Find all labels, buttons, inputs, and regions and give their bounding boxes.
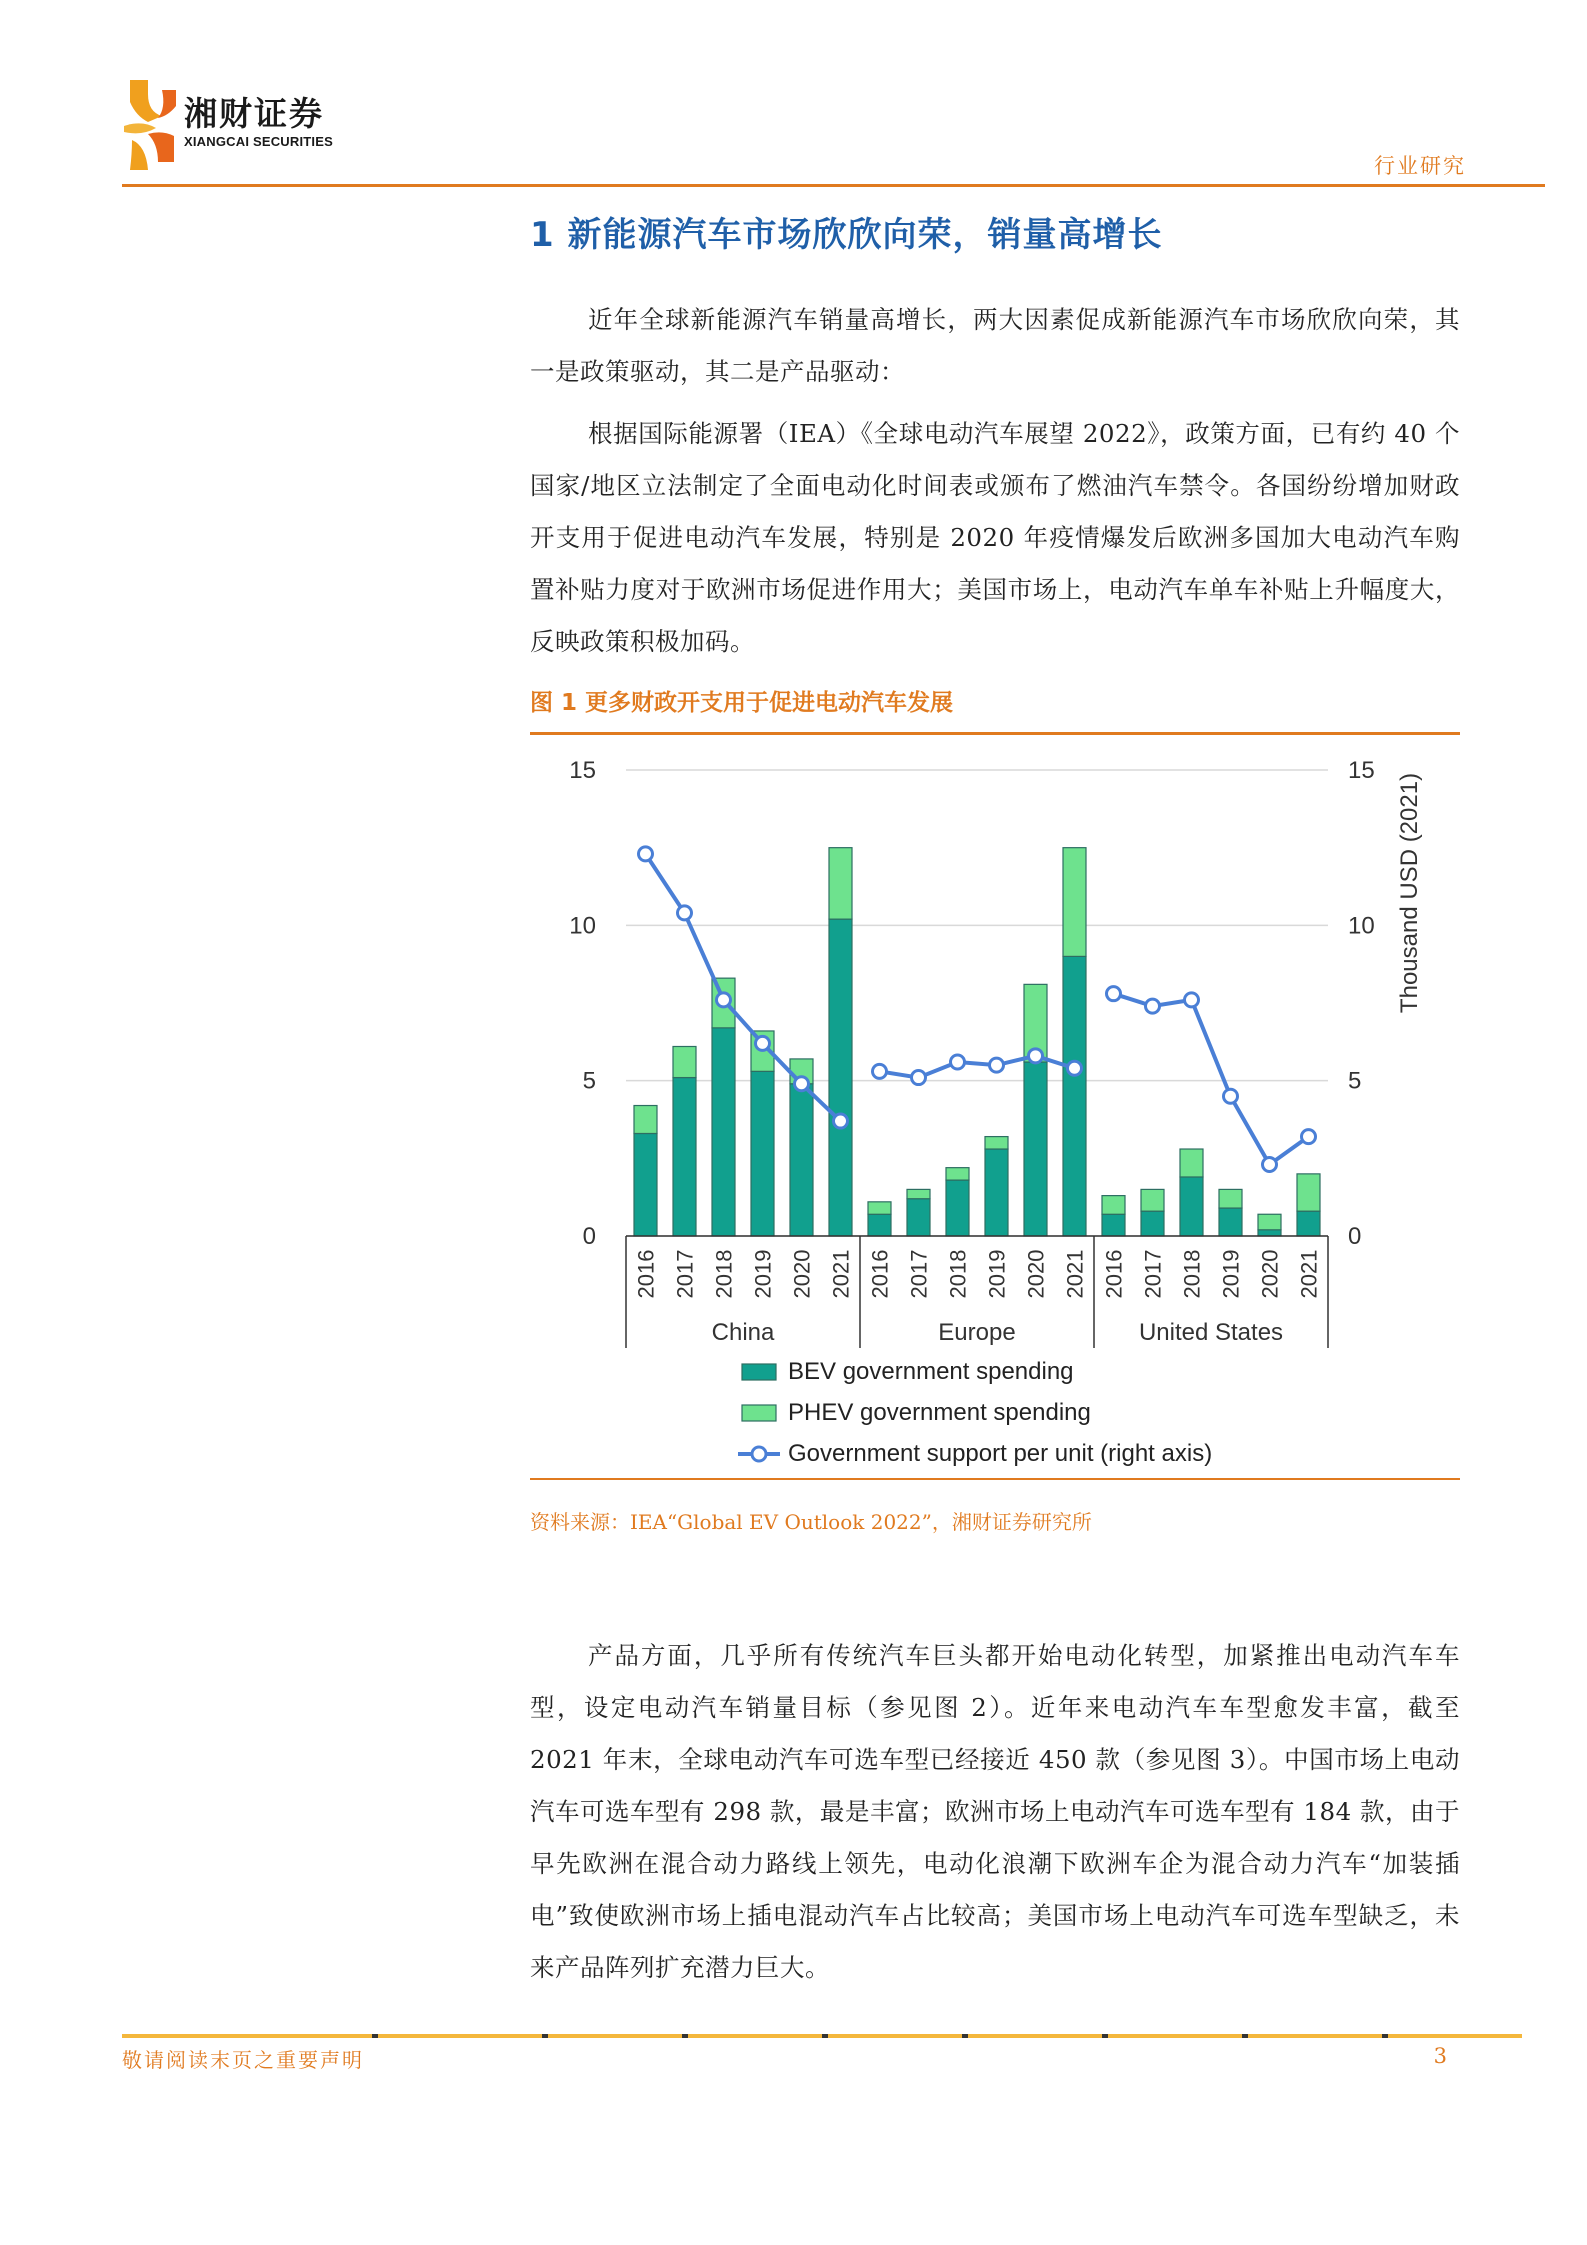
bar-bev-europe-2019	[985, 1149, 1008, 1236]
bar-phev-china-2017	[673, 1046, 696, 1077]
line-point	[951, 1055, 965, 1069]
footer-divider	[122, 2032, 1545, 2040]
figure-title: 图 1 更多财政开支用于促进电动汽车发展	[530, 690, 954, 716]
bar-bev-china-2019	[751, 1071, 774, 1236]
y2-tick-label: 5	[1348, 1067, 1362, 1095]
bar-phev-united-states-2016	[1102, 1196, 1125, 1215]
line-point	[990, 1058, 1004, 1072]
bar-bev-united-states-2016	[1102, 1214, 1125, 1236]
figure-bottom-rule	[530, 1478, 1460, 1480]
x-category-label: 2017	[672, 1249, 698, 1299]
figure-source: 资料来源：IEA“Global EV Outlook 2022”，湘财证券研究所	[530, 1510, 1092, 1534]
bar-phev-europe-2016	[868, 1202, 891, 1214]
header-divider	[122, 184, 1545, 187]
y2-tick-label: 0	[1348, 1223, 1362, 1250]
bar-bev-europe-2020	[1024, 1062, 1047, 1236]
line-point	[1107, 987, 1121, 1001]
paragraph-policy: 根据国际能源署（IEA）《全球电动汽车展望 2022》，政策方面，已有约 40 个国家/地区立法制定了全面电动化时间表或颁布了燃油汽车禁令。各国纷纷增加财政开支用于促进电动汽车发展，特别是 2020 年疫情爆发后欧洲多国加大电动汽车购置补贴力度对于欧洲市场促进作用大；美国市场上，电动汽车单车补贴上升幅度大，反映政策积极加码。	[530, 419, 1460, 656]
line-support-united-states	[1114, 994, 1309, 1165]
legend-swatch-phev	[742, 1405, 776, 1421]
x-category-label: 2019	[984, 1249, 1010, 1299]
bar-phev-europe-2017	[907, 1189, 930, 1198]
legend-label-phev: PHEV government spending	[788, 1399, 1091, 1426]
chart-bars	[634, 848, 1320, 1236]
line-point	[1302, 1130, 1316, 1144]
chart-axes	[569, 757, 1423, 1348]
bar-bev-china-2020	[790, 1084, 813, 1236]
bar-bev-china-2021	[829, 919, 852, 1236]
bar-bev-europe-2016	[868, 1214, 891, 1236]
x-category-label: 2019	[750, 1249, 776, 1299]
group-label: China	[711, 1319, 775, 1346]
line-point	[1146, 999, 1160, 1013]
bar-phev-united-states-2019	[1219, 1189, 1242, 1208]
y2-tick-label: 10	[1348, 912, 1375, 940]
legend-label-bev: BEV government spending	[788, 1358, 1074, 1385]
ev-spending-chart	[530, 740, 1460, 1476]
bar-phev-europe-2019	[985, 1137, 1008, 1149]
bar-phev-china-2021	[829, 848, 852, 919]
x-category-label: 2020	[789, 1249, 815, 1299]
y-tick-label: 0	[582, 1223, 596, 1250]
logo-subtitle: XIANGCAI SECURITIES	[184, 134, 333, 149]
x-category-label: 2016	[867, 1249, 893, 1299]
line-point	[834, 1114, 848, 1128]
x-category-label: 2021	[1062, 1249, 1088, 1299]
bar-phev-united-states-2018	[1180, 1149, 1203, 1177]
x-category-label: 2018	[711, 1249, 737, 1299]
y2-axis-label: Thousand USD (2021)	[1396, 772, 1423, 1014]
x-category-label: 2017	[906, 1249, 932, 1299]
x-category-label: 2021	[1296, 1249, 1322, 1299]
logo-mark-icon	[122, 76, 182, 176]
line-point	[756, 1036, 770, 1050]
x-category-label: 2021	[828, 1249, 854, 1299]
bar-bev-europe-2021	[1063, 956, 1086, 1236]
line-point	[639, 847, 653, 861]
bar-bev-united-states-2021	[1297, 1211, 1320, 1236]
section-tag: 行业研究	[1374, 154, 1466, 178]
x-category-label: 2020	[1257, 1249, 1283, 1299]
bar-bev-china-2017	[673, 1078, 696, 1236]
bar-phev-united-states-2021	[1297, 1174, 1320, 1211]
bar-bev-united-states-2020	[1258, 1230, 1281, 1236]
bar-bev-china-2016	[634, 1133, 657, 1236]
bar-bev-china-2018	[712, 1028, 735, 1236]
y2-tick-label: 15	[1348, 757, 1375, 784]
chart-legend	[738, 1358, 1212, 1467]
paragraph-intro: 近年全球新能源汽车销量高增长，两大因素促成新能源汽车市场欣欣向荣，其一是政策驱动，其二是产品驱动：	[530, 305, 1460, 386]
paragraph-product: 产品方面，几乎所有传统汽车巨头都开始电动化转型，加紧推出电动汽车车型，设定电动汽车销量目标（参见图 2）。近年来电动汽车车型愈发丰富，截至 2021 年末，全球电动汽车可选车型已经接近 450 款（参见图 3）。中国市场上电动汽车可选车型有 298 款，最是丰富；欧洲市场上电动汽车可选车型有 184 款，由于早先欧洲在混合动力路线上领先，电动化浪潮下欧洲车企为混合动力汽车“加装插电”致使欧洲市场上插电混动汽车占比较高；美国市场上电动汽车可选车型缺乏，未来产品阵列扩充潜力巨大。	[530, 1641, 1460, 1982]
line-point	[873, 1064, 887, 1078]
bar-bev-europe-2018	[946, 1180, 969, 1236]
x-category-label: 2018	[945, 1249, 971, 1299]
legend-label-line: Government support per unit (right axis)	[788, 1440, 1213, 1467]
line-point	[1185, 993, 1199, 1007]
line-point	[795, 1077, 809, 1091]
line-point	[1263, 1158, 1277, 1172]
x-category-label: 2018	[1179, 1249, 1205, 1299]
legend-swatch-bev	[742, 1364, 776, 1380]
legend-swatch-line-marker	[752, 1447, 766, 1461]
page-number: 3	[1433, 2044, 1447, 2068]
company-logo	[122, 76, 362, 176]
bar-phev-europe-2021	[1063, 848, 1086, 957]
line-point	[678, 906, 692, 920]
bar-bev-europe-2017	[907, 1199, 930, 1236]
group-label: Europe	[938, 1319, 1016, 1346]
bar-phev-united-states-2017	[1141, 1189, 1164, 1211]
y-tick-label: 15	[569, 757, 596, 784]
line-point	[1224, 1089, 1238, 1103]
bar-bev-united-states-2018	[1180, 1177, 1203, 1236]
chart-line-series	[639, 847, 1316, 1172]
line-point	[1029, 1049, 1043, 1063]
footer-disclaimer: 敬请阅读末页之重要声明	[122, 2048, 364, 2072]
line-point	[717, 993, 731, 1007]
bar-phev-europe-2018	[946, 1168, 969, 1180]
line-point	[1068, 1061, 1082, 1075]
section-title: 1 新能源汽车市场欣欣向荣，销量高增长	[530, 215, 1163, 255]
x-category-label: 2016	[633, 1249, 659, 1299]
y-tick-label: 10	[569, 912, 596, 940]
x-category-label: 2020	[1023, 1249, 1049, 1299]
group-label: United States	[1138, 1319, 1284, 1346]
bar-phev-united-states-2020	[1258, 1214, 1281, 1230]
bar-bev-united-states-2019	[1219, 1208, 1242, 1236]
figure-top-rule	[530, 732, 1460, 735]
x-category-label: 2016	[1101, 1249, 1127, 1299]
logo-name: 湘财证券	[184, 94, 324, 133]
bar-phev-china-2016	[634, 1106, 657, 1134]
bar-bev-united-states-2017	[1141, 1211, 1164, 1236]
line-point	[912, 1071, 926, 1085]
x-category-label: 2017	[1140, 1249, 1166, 1299]
x-category-label: 2019	[1218, 1249, 1244, 1299]
y-tick-label: 5	[582, 1067, 596, 1095]
